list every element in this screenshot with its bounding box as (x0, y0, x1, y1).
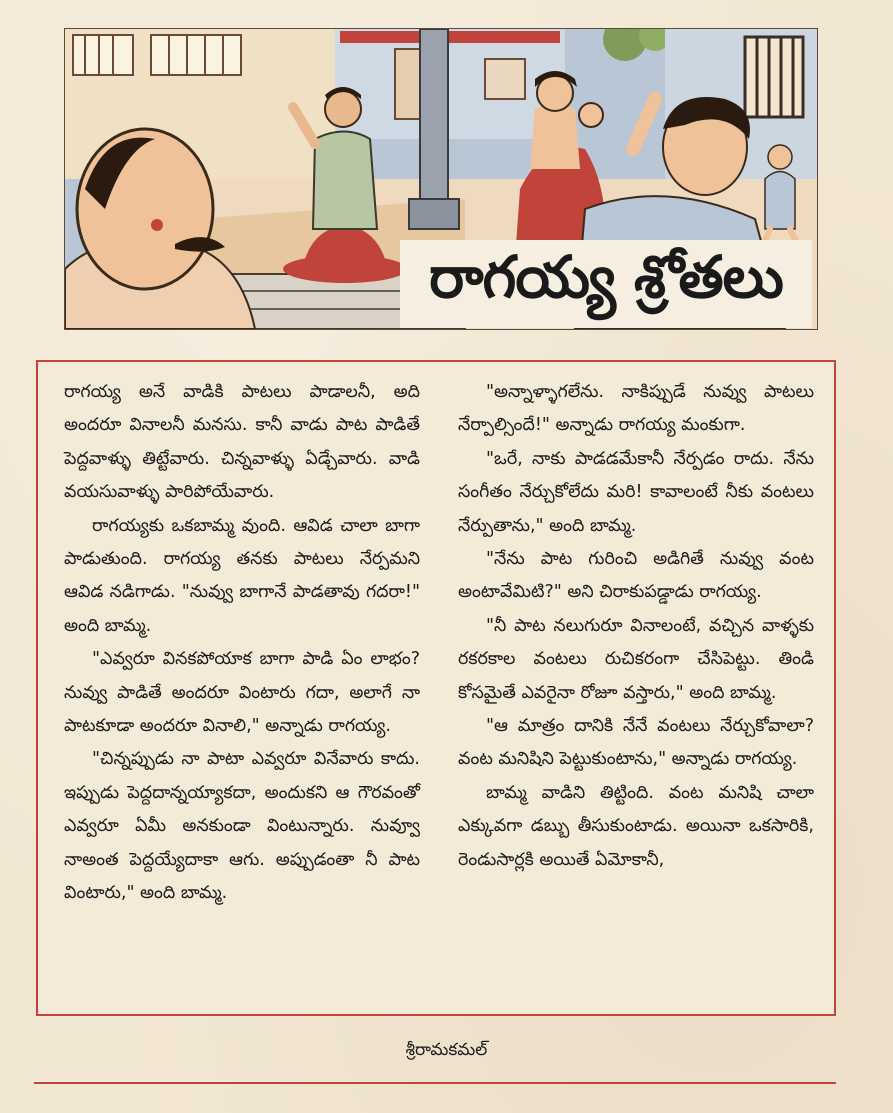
paragraph: "నీ పాట నలుగురూ వినాలంటే, వచ్చిన వాళ్ళకు రకరకాల వంటలు రుచికరంగా చేసిపెట్టు. తిండి కోసమైతే ఎవరైనా రోజూ వస్తారు," అంది బామ్మ. (458, 615, 814, 703)
story-title: రాగయ్య శ్రోతలు (429, 242, 783, 311)
author-name: శ్రీరామకమల్ (405, 1040, 488, 1060)
paragraph: బామ్మ వాడిని తిట్టింది. వంట మనిషి చాలా ఎక్కువగా డబ్బు తీసుకుంటాడు. అయినా ఒకసారికి, రెండుసార్లకి అయితే ఏమోకానీ, (458, 782, 814, 870)
title-box (400, 240, 812, 328)
paragraph: "అన్నాళ్ళాగలేను. నాకిప్పుడే నువ్వు పాటలు నేర్పాల్సిందే!" అన్నాడు రాగయ్య మంకుగా. (458, 382, 814, 436)
paragraph: "నేను పాట గురించి అడిగితే నువ్వు వంట అంటావేమిటి?" అని చిరాకుపడ్డాడు రాగయ్య. (458, 549, 814, 603)
left-column (64, 376, 420, 911)
paragraph: "ఎవ్వరూ వినకపోయాక బాగా పాడి ఏం లాభం? నువ్వు పాడితే అందరూ వింటారు గదా, అలాగే నా పాటకూడా అందరూ వినాలి," అన్నాడు రాగయ్య. (64, 649, 420, 737)
right-column (458, 376, 814, 877)
paragraph: రాగయ్యకు ఒకబామ్మ వుంది. ఆవిడ చాలా బాగా పాడుతుంది. రాగయ్య తనకు పాటలు నేర్పమని ఆవిడ నడిగాడు. "నువ్వు బాగానే పాడతావు గదరా!" అంది బామ్మ. (64, 515, 420, 636)
story-frame (36, 360, 836, 1016)
paragraph: "ఒరే, నాకు పాడడమేకానీ నేర్పడం రాదు. నేను సంగీతం నేర్చుకోలేదు మరి! కావాలంటే నీకు వంటలు నేర్పుతాను," అంది బామ్మ. (458, 448, 814, 536)
paragraph: "ఆ మాత్రం దానికి నేనే వంటలు నేర్చుకోవాలా? వంట మనిషిని పెట్టుకుంటాను," అన్నాడు రాగయ్య. (458, 716, 814, 770)
paragraph: రాగయ్య అనే వాడికి పాటలు పాడాలనీ, అది అందరూ వినాలనీ మనసు. కానీ వాడు పాట పాడితే పెద్దవాళ్ళు తిట్టేవారు. చిన్నవాళ్ళు ఏడ్చేవారు. వాడి వయసువాళ్ళు పారిపోయేవారు. (64, 382, 420, 503)
bottom-divider (34, 1082, 836, 1084)
paragraph: "చిన్నప్పుడు నా పాటా ఎవ్వరూ వినేవారు కాదు. ఇప్పుడు పెద్దదాన్నయ్యాకదా, అందుకని ఆ గౌరవంతో ఎవ్వరూ ఏమీ అనకుండా వింటున్నారు. నువ్వూ నాఅంత పెద్దయ్యేదాకా ఆగు. అప్పుడంతా నీ పాట వింటారు," అంది బామ్మ. (64, 749, 420, 904)
